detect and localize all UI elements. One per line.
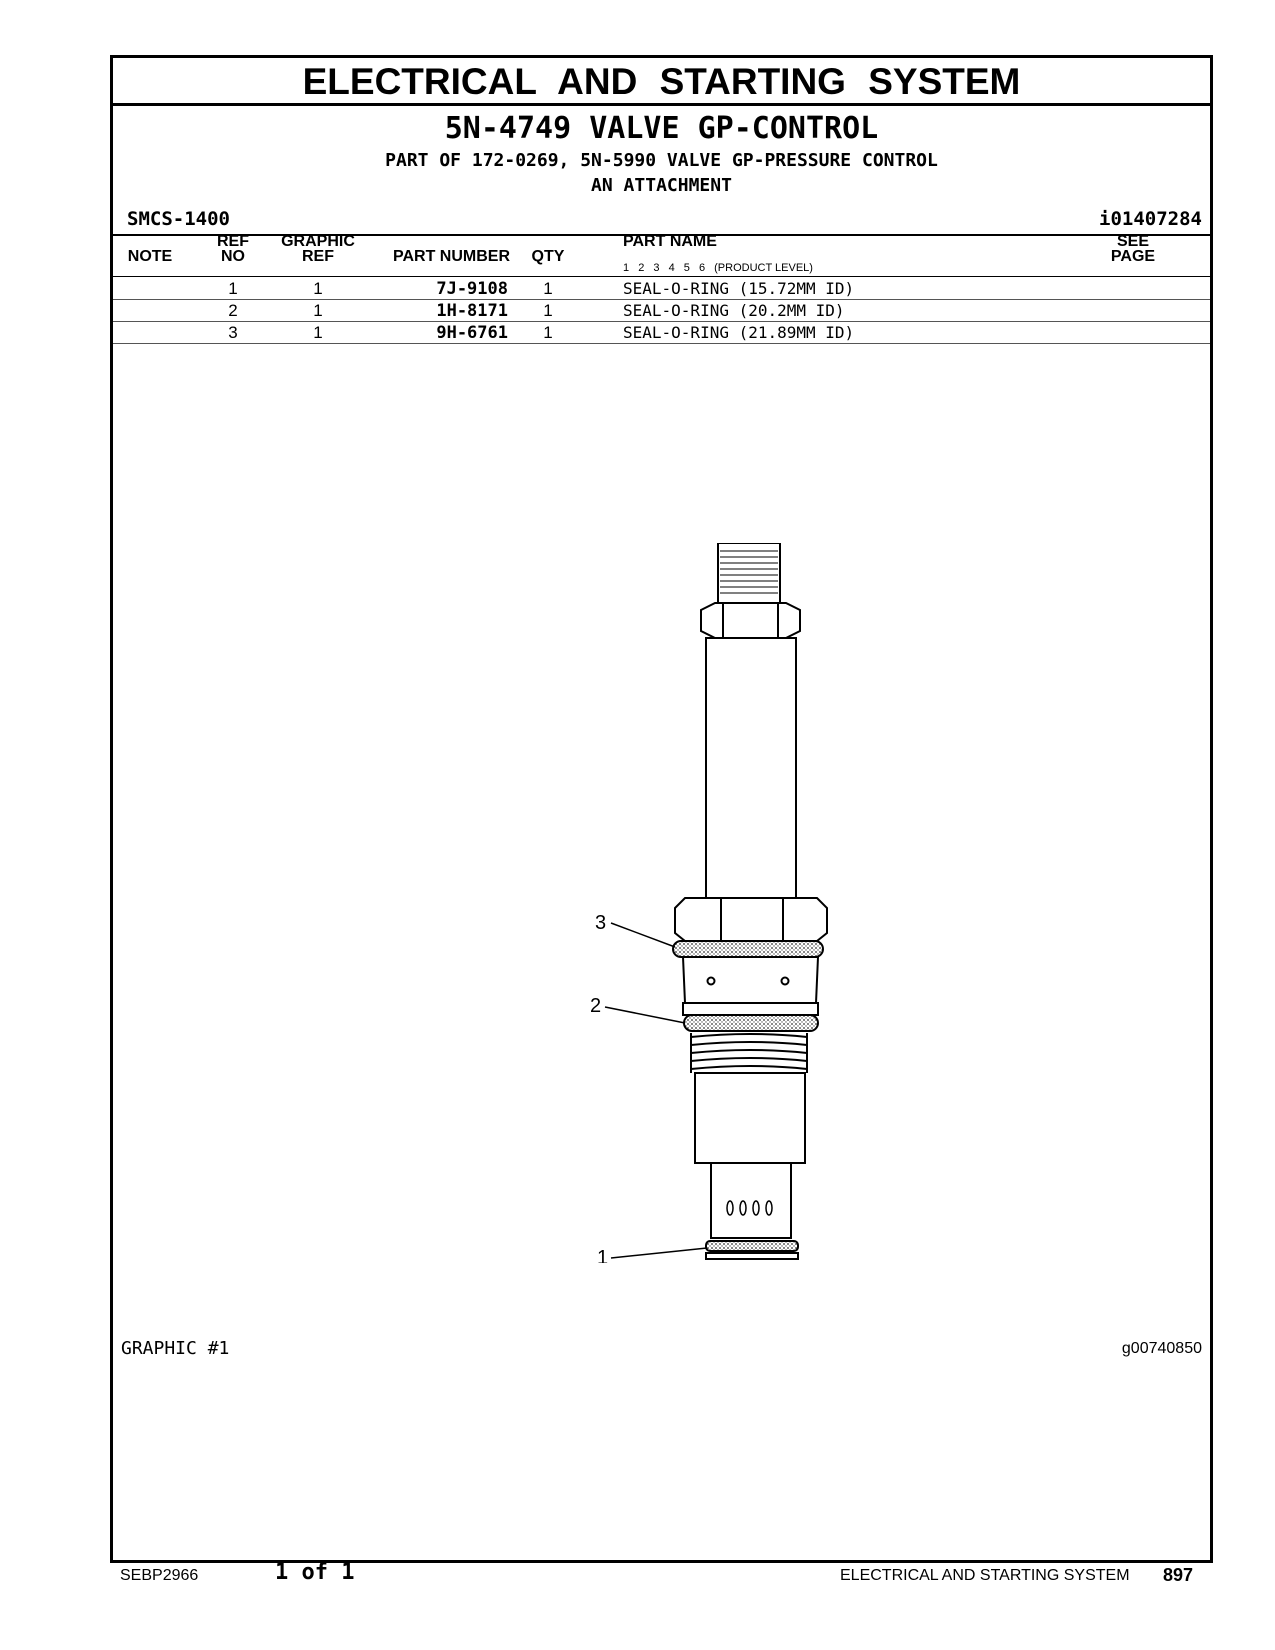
- qty: 1: [543, 279, 553, 298]
- part-number: 7J-9108: [436, 279, 508, 299]
- level-5: 5: [683, 262, 690, 274]
- col-graphic-top: GRAPHIC: [281, 233, 355, 250]
- col-see-bottom: PAGE: [1110, 248, 1156, 265]
- ref-no: 2: [228, 301, 238, 320]
- callout-3: 3: [595, 912, 607, 934]
- col-ref-bottom: NO: [221, 248, 245, 265]
- qty: 1: [543, 323, 553, 342]
- part-number: 1H-8171: [436, 301, 508, 321]
- col-part-number: PART NUMBER: [392, 248, 510, 265]
- col-qty: QTY: [531, 248, 565, 265]
- footer-page-number: 897: [1163, 1565, 1194, 1585]
- footer-doc-code: SEBP2966: [120, 1567, 199, 1584]
- product-levels: [623, 262, 813, 274]
- graphic-ref: 1: [313, 279, 323, 298]
- level-3: 3: [653, 262, 660, 274]
- table-row: [113, 277, 1210, 300]
- part-name: SEAL-O-RING (21.89MM ID): [623, 323, 855, 342]
- graphic-ref: 1: [313, 323, 323, 342]
- valve-illustration: [583, 543, 883, 1263]
- part-number: 9H-6761: [436, 323, 508, 343]
- level-2: 2: [638, 262, 645, 274]
- part-name: SEAL-O-RING (20.2MM ID): [623, 301, 845, 320]
- smcs-code: SMCS-1400: [127, 208, 230, 230]
- attachment-text: AN ATTACHMENT: [591, 175, 732, 196]
- part-of-text: PART OF 172-0269, 5N-5990 VALVE GP-PRESSURE CONTROL: [385, 150, 938, 171]
- col-ref-top: REF: [217, 233, 249, 250]
- level-6: 6: [698, 262, 706, 274]
- graphic-label: GRAPHIC #1: [121, 1338, 230, 1359]
- table-row: [113, 321, 1210, 344]
- footer-page-of: 1 of 1: [275, 1560, 355, 1585]
- table-row: [113, 299, 1210, 322]
- product-level-label: (PRODUCT LEVEL): [714, 262, 813, 274]
- callout-2: 2: [590, 995, 602, 1017]
- col-note: NOTE: [127, 248, 173, 265]
- document-id: i01407284: [1099, 208, 1202, 230]
- ref-no: 1: [228, 279, 238, 298]
- level-4: 4: [668, 262, 675, 274]
- col-see-top: SEE: [1116, 233, 1149, 250]
- page-frame: [110, 55, 1213, 1563]
- section-title: ELECTRICAL AND STARTING SYSTEM: [113, 58, 1210, 106]
- qty: 1: [543, 301, 553, 320]
- group-title: 5N-4749 VALVE GP-CONTROL: [444, 111, 879, 146]
- footer-section: ELECTRICAL AND STARTING SYSTEM: [840, 1567, 1130, 1584]
- graphic-ref: 1: [313, 301, 323, 320]
- graphic-id: g00740850: [1121, 1340, 1202, 1357]
- col-graphic-bottom: REF: [302, 248, 334, 265]
- callout-1: 1: [597, 1247, 609, 1263]
- level-1: 1: [623, 262, 630, 274]
- part-name: SEAL-O-RING (15.72MM ID): [623, 279, 855, 298]
- col-part-name: PART NAME: [623, 233, 717, 250]
- ref-no: 3: [228, 323, 238, 342]
